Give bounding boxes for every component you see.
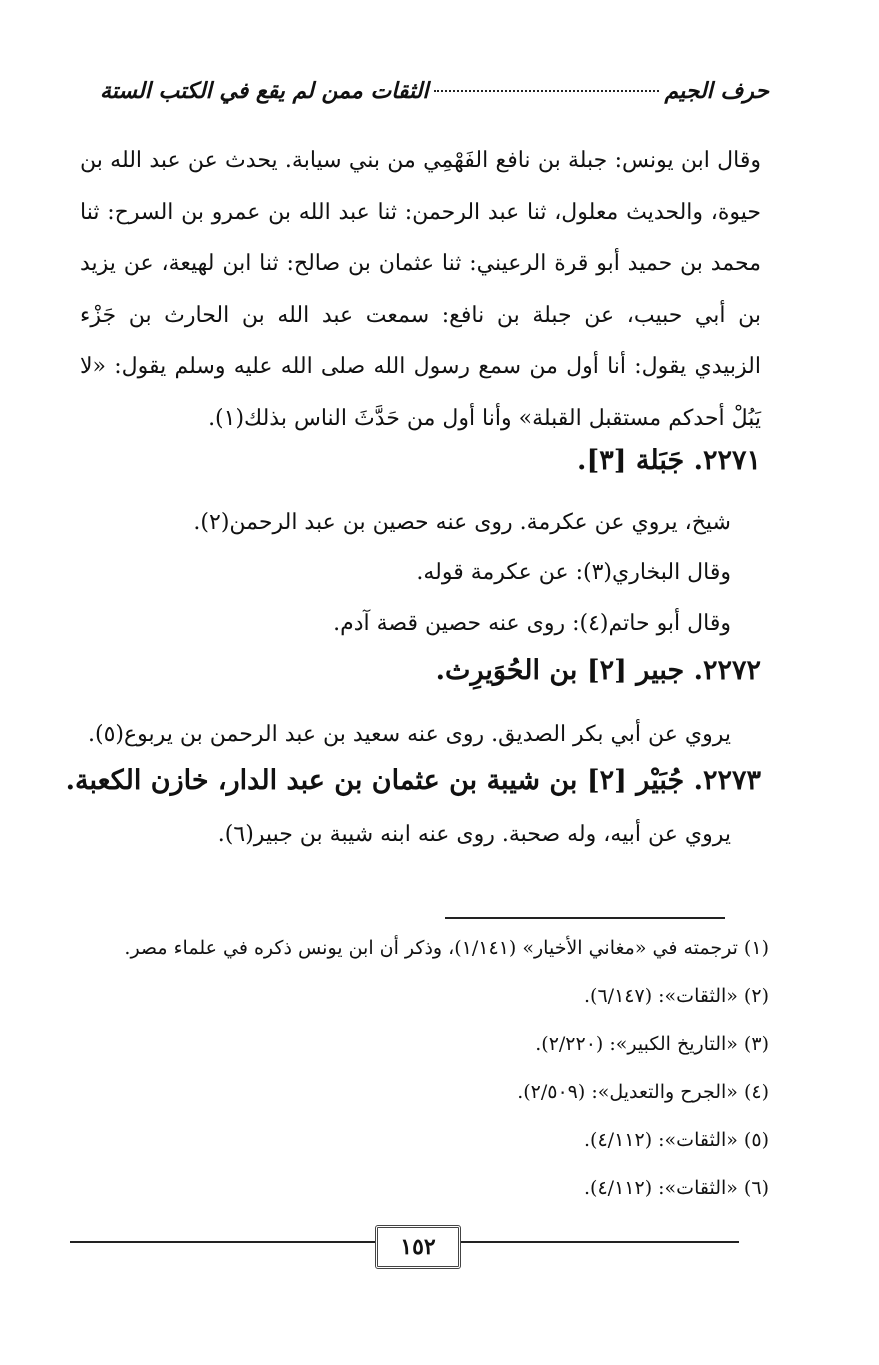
footnote-2: (٢) «الثقات»: (٦/١٤٧).	[584, 985, 769, 1007]
footnote-4: (٤) «الجرح والتعديل»: (٢/٥٠٩).	[517, 1081, 769, 1103]
entry-2271-line-3: وقال أبو حاتم(٤): روى عنه حصين قصة آدم.	[333, 611, 731, 636]
intro-paragraph: وقال ابن يونس: جبلة بن نافع الفَهْمِي من بني سيابة. يحدث عن عبد الله بن حيوة، والحديث معلول، ثنا عبد الرحمن: ثنا عبد الله بن عمرو بن السرح: ثنا محمد بن حميد أبو قرة الرعيني: ثنا عثمان بن صالح: ثنا ابن لهيعة، عن يزيد بن أبي حبيب، عن جبلة بن نافع: سمعت عبد الله بن الحارث بن جَزْء الزبيدي يقول: أنا أول من سمع رسول الله صلى الله عليه وسلم يقول: «لا يَبُلْ أحدكم مستقبل القبلة» وأنا أول من حَدَّثَ الناس بذلك(١).	[80, 148, 762, 431]
footnote-1: (١) ترجمته في «مغاني الأخيار» (١/١٤١)، وذكر أن ابن يونس ذكره في علماء مصر.	[124, 937, 769, 959]
header-chapter: حرف الجيم	[664, 78, 769, 104]
page-number: ١٥٢	[375, 1225, 461, 1269]
entry-2272-line-1: يروي عن أبي بكر الصديق. روى عنه سعيد بن عبد الرحمن بن يربوع(٥).	[88, 722, 731, 747]
entry-heading-2273: ٢٢٧٣. جُبَيْر [٢] بن شيبة بن عثمان بن عبد الدار، خازن الكعبة.	[65, 765, 761, 796]
entry-2271-line-2: وقال البخاري(٣): عن عكرمة قوله.	[416, 560, 731, 585]
running-header	[100, 78, 769, 104]
header-dot-leader	[434, 90, 658, 92]
entry-heading-2271: ٢٢٧١. جَبَلة [٣].	[577, 445, 761, 476]
footnote-3: (٣) «التاريخ الكبير»: (٢/٢٢٠).	[535, 1033, 769, 1055]
footnote-separator	[445, 917, 725, 919]
entry-2271-line-1: شيخ، يروي عن عكرمة. روى عنه حصين بن عبد الرحمن(٢).	[193, 510, 731, 535]
entry-2273-line-1: يروي عن أبيه، وله صحبة. روى عنه ابنه شيبة بن جبير(٦).	[217, 822, 731, 847]
footnote-5: (٥) «الثقات»: (٤/١١٢).	[584, 1129, 769, 1151]
footnote-6: (٦) «الثقات»: (٤/١١٢).	[584, 1177, 769, 1199]
entry-heading-2272: ٢٢٧٢. جبير [٢] بن الحُوَيرِث.	[435, 655, 761, 686]
header-book-title: الثقات ممن لم يقع في الكتب الستة	[100, 78, 429, 104]
